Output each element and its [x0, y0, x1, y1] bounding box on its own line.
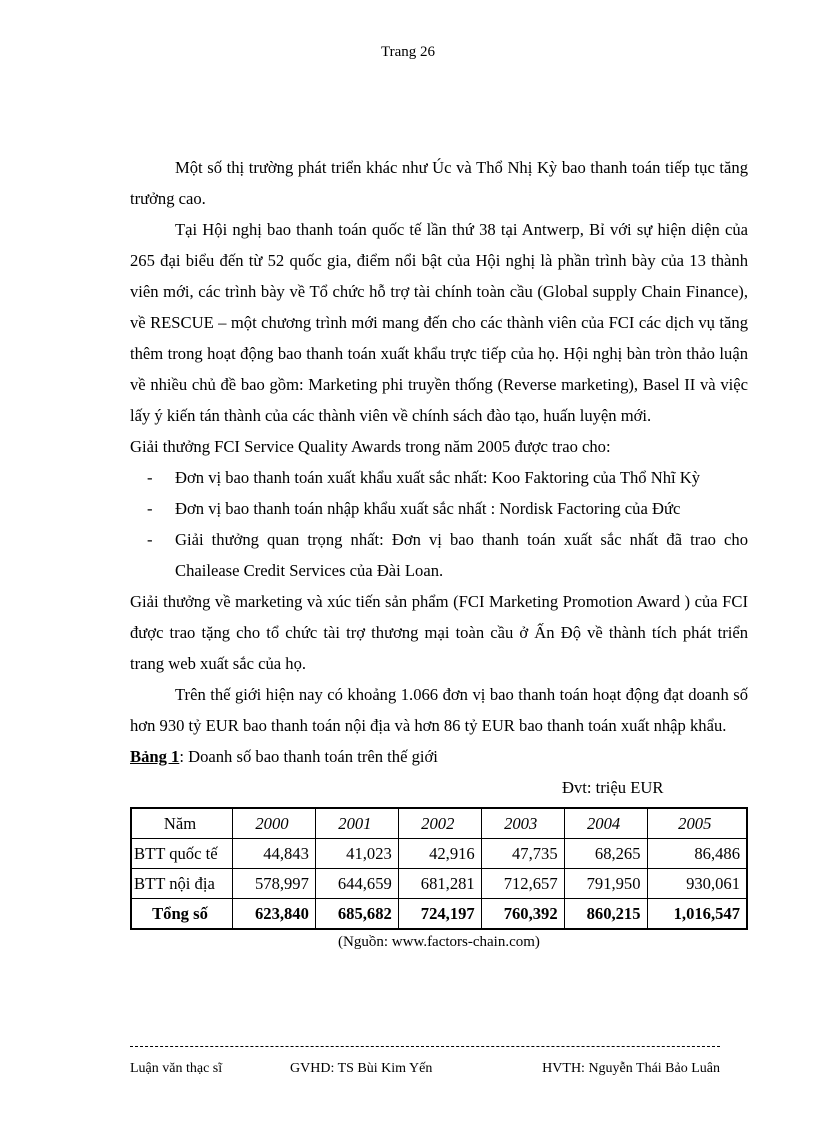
table-unit: Đvt: triệu EUR [562, 778, 664, 797]
document-body [130, 152, 748, 952]
paragraph-2: Tại Hội nghị bao thanh toán quốc tế lần thứ 38 tại Antwerp, Bỉ với sự hiện diện của 265 đại biểu đến từ 52 quốc gia, điểm nổi bật của Hội nghị là phần trình bày của 13 thành viên mới, các trình bày về Tổ chức hỗ trợ tài chính toàn cầu (Global supply Chain Finance), về RESCUE – một chương trình mới mang đến cho các thành viên của FCI các dịch vụ tăng thêm trong hoạt động bao thanh toán xuất khẩu trực tiếp của họ. Hội nghị bàn tròn thảo luận về nhiều chủ đề bao gồm: Marketing phi truyền thống (Reverse marketing), Basel II và việc lấy ý kiến tán thành của các thành viên về chính sách đào tạo, huấn luyện mới. [130, 220, 748, 425]
table-cell: 41,023 [315, 839, 398, 869]
table-total-row [131, 899, 747, 930]
list-item [130, 524, 748, 586]
table-row [131, 869, 747, 899]
bullet-dash: - [147, 468, 153, 487]
table-cell: 930,061 [647, 869, 747, 899]
table-header-cell: 2004 [564, 808, 647, 839]
table-header-cell: 2001 [315, 808, 398, 839]
table-cell: 44,843 [233, 839, 316, 869]
table-cell: 760,392 [481, 899, 564, 930]
list-item-text: Đơn vị bao thanh toán nhập khẩu xuất sắc nhất : Nordisk Factoring của Đức [175, 499, 681, 518]
table-cell: 42,916 [398, 839, 481, 869]
table-cell: 1,016,547 [647, 899, 747, 930]
table-caption-label: Bảng 1 [130, 747, 180, 766]
table-header-cell: 2005 [647, 808, 747, 839]
table-cell: 578,997 [233, 869, 316, 899]
table-source: (Nguồn: www.factors-chain.com) [338, 934, 540, 950]
paragraph-3: Giải thưởng FCI Service Quality Awards trong năm 2005 được trao cho: [130, 437, 611, 456]
list-item [130, 493, 748, 524]
table-header-cell: 2002 [398, 808, 481, 839]
table-cell: 712,657 [481, 869, 564, 899]
footer-author: HVTH: Nguyễn Thái Bảo Luân [542, 1061, 720, 1076]
table-caption [130, 741, 748, 772]
bullet-dash: - [147, 530, 153, 549]
table-row-label: BTT nội địa [131, 869, 233, 899]
awards-list [130, 462, 748, 586]
table-header-cell: 2000 [233, 808, 316, 839]
table-row-label: BTT quốc tế [131, 839, 233, 869]
table-header-cell: Năm [131, 808, 233, 839]
bullet-dash: - [147, 499, 153, 518]
footer-thesis-label: Luận văn thạc sĩ [130, 1061, 223, 1076]
list-item [130, 462, 748, 493]
table-row [131, 839, 747, 869]
list-item-text: Đơn vị bao thanh toán xuất khẩu xuất sắc nhất: Koo Faktoring của Thổ Nhĩ Kỳ [175, 468, 701, 487]
table-header-row [131, 808, 747, 839]
table-cell: 685,682 [315, 899, 398, 930]
footer-advisor: GVHD: TS Bùi Kim Yến [290, 1061, 433, 1076]
table-cell: 644,659 [315, 869, 398, 899]
table-cell: 68,265 [564, 839, 647, 869]
paragraph-1: Một số thị trường phát triển khác như Úc và Thổ Nhị Kỳ bao thanh toán tiếp tục tăng trưởng cao. [130, 158, 748, 208]
list-item-text: Giải thưởng quan trọng nhất: Đơn vị bao thanh toán xuất sắc nhất đã trao cho Chailease Credit Services của Đài Loan. [175, 530, 748, 580]
table-cell: 86,486 [647, 839, 747, 869]
table-cell: 860,215 [564, 899, 647, 930]
paragraph-4: Giải thưởng về marketing và xúc tiến sản phẩm (FCI Marketing Promotion Award ) của FCI được trao tặng cho tổ chức tài trợ thương mại toàn cầu ở Ấn Độ về thành tích phát triển trang web xuất sắc của họ. [130, 592, 748, 673]
page-number: Trang 26 [380, 44, 436, 60]
table-header-cell: 2003 [481, 808, 564, 839]
footer-divider [130, 1046, 720, 1047]
factoring-volume-table [130, 807, 748, 930]
table-cell: 681,281 [398, 869, 481, 899]
table-cell: 47,735 [481, 839, 564, 869]
paragraph-5: Trên thế giới hiện nay có khoảng 1.066 đơn vị bao thanh toán hoạt động đạt doanh số hơn 930 tỷ EUR bao thanh toán nội địa và hơn 86 tỷ EUR bao thanh toán xuất nhập khẩu. [130, 685, 748, 735]
table-cell: 791,950 [564, 869, 647, 899]
table-row-label: Tổng số [131, 899, 233, 930]
table-cell: 623,840 [233, 899, 316, 930]
table-cell: 724,197 [398, 899, 481, 930]
table-caption-text: : Doanh số bao thanh toán trên thế giới [179, 747, 438, 766]
